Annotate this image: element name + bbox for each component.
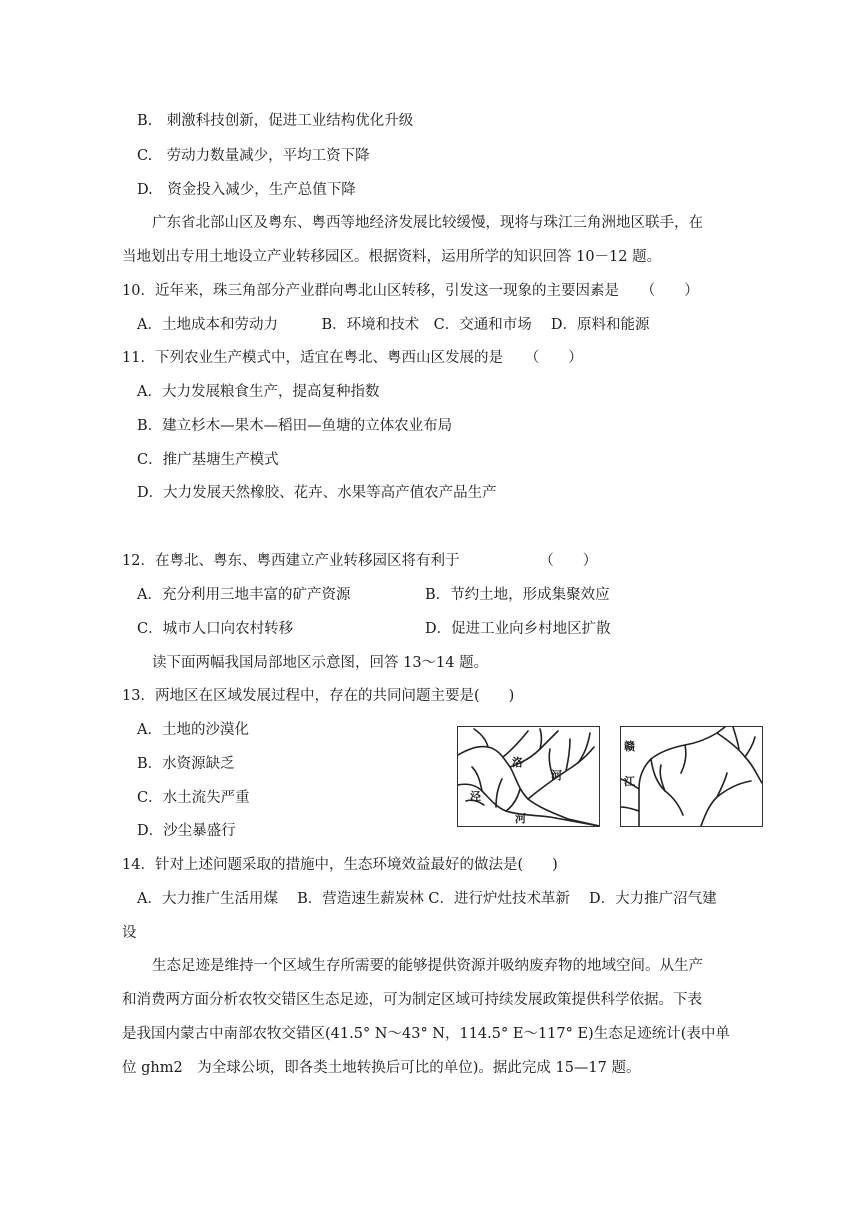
- map2-label-gan: 赣: [624, 740, 635, 753]
- option-11d: D．大力发展天然橡胶、花卉、水果等高产值农产品生产: [137, 485, 497, 501]
- option-13b: B．水资源缺乏: [137, 756, 235, 772]
- option-13d: D．沙尘暴盛行: [137, 823, 236, 839]
- passage-footprint-line2: 和消费两方面分析农牧交错区生态足迹，可为制定区域可持续发展政策提供科学依据。下表: [122, 992, 702, 1008]
- question-12: 12．在粤北、粤东、粤西建立产业转移园区将有利于 （ ）: [122, 553, 598, 569]
- map-luo-jing-rivers: [457, 726, 600, 827]
- map1-label-he-lower: 河: [515, 812, 526, 825]
- map1-label-he-upper: 河: [551, 769, 562, 782]
- option-12d: D．促进工业向乡村地区扩散: [425, 621, 611, 637]
- passage-footprint-line3: 是我国内蒙古中南部农牧交错区(41.5° N～43° N，114.5° E～117° E)生态足迹统计(表中单: [122, 1026, 730, 1042]
- map-gan-river: [620, 726, 763, 827]
- passage-footprint-line1: 生态足迹是维持一个区域生存所需要的能够提供资源并吸纳废弃物的地域空间。从生产: [152, 958, 703, 974]
- option-12c: C．城市人口向农村转移: [137, 621, 294, 637]
- passage-footprint-line4: 位 ghm2 为全球公顷，即各类土地转换后可比的单位)。据此完成 15—17 题。: [122, 1060, 641, 1076]
- gan-river-figure: [621, 727, 762, 826]
- option-11a: A．大力发展粮食生产，提高复种指数: [137, 384, 380, 400]
- option-9d: D. 资金投入减少，生产总值下降: [137, 182, 356, 198]
- options-14-wrap: 设: [122, 925, 137, 941]
- option-12b: B．节约土地，形成集聚效应: [425, 587, 610, 603]
- option-9b: B. 刺激科技创新，促进工业结构优化升级: [137, 113, 414, 129]
- option-11c: C．推广基塘生产模式: [137, 452, 279, 468]
- question-10: 10．近年来，珠三角部分产业群向粤北山区转移，引发这一现象的主要因素是 （ ）: [122, 283, 699, 299]
- question-13: 13．两地区在区域发展过程中，存在的共同问题主要是( ): [122, 688, 515, 704]
- instruction-13-14: 读下面两幅我国局部地区示意图，回答 13～14 题。: [152, 655, 489, 671]
- option-13c: C．水土流失严重: [137, 790, 250, 806]
- question-11: 11．下列农业生产模式中，适宜在粤北、粤西山区发展的是 （ ）: [122, 350, 583, 366]
- option-11b: B．建立杉木—果木—稻田—鱼塘的立体农业布局: [137, 418, 453, 434]
- question-14: 14．针对上述问题采取的措施中，生态环境效益最好的做法是( ): [122, 857, 558, 873]
- map2-label-jiang: 江: [624, 775, 635, 788]
- option-13a: A．土地的沙漠化: [137, 722, 249, 738]
- options-10: A．土地成本和劳动力 B．环境和技术 C．交通和市场 D．原料和能源: [137, 317, 650, 333]
- passage-guangdong-line1: 广东省北部山区及粤东、粤西等地经济发展比较缓慢，现将与珠江三角洲地区联手，在: [152, 215, 703, 231]
- map1-label-luo: 洛: [512, 756, 523, 769]
- option-12a: A．充分利用三地丰富的矿产资源: [137, 587, 351, 603]
- option-9c: C. 劳动力数量减少，平均工资下降: [137, 148, 370, 164]
- map1-label-jing: 泾: [470, 790, 481, 803]
- options-14: A．大力推广生活用煤 B．营造速生薪炭林 C．进行炉灶技术革新 D．大力推广沼气建: [137, 891, 717, 907]
- passage-guangdong-line2: 当地划出专用土地设立产业转移园区。根据资料，运用所学的知识回答 10－12 题。: [122, 249, 662, 265]
- river-network-figure: [458, 727, 599, 826]
